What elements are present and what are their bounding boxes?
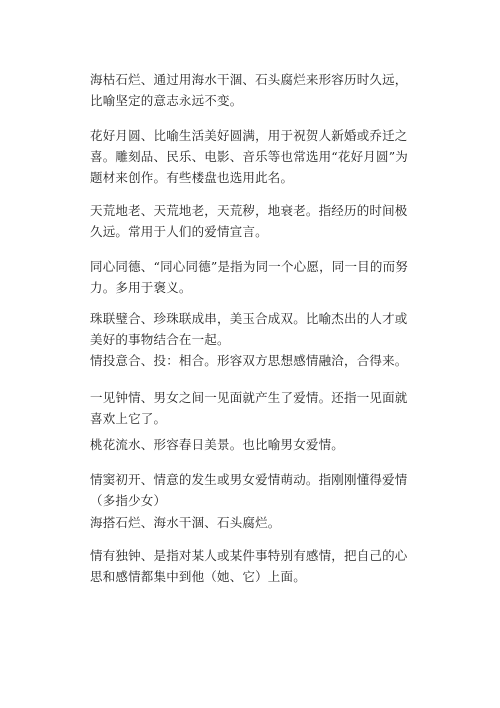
paragraph-haidashilan: 海搭石烂、海水干涸、石头腐烂。 bbox=[90, 515, 281, 530]
paragraph-taohualiushui: 桃花流水、形容春日美景。也比喻男女爱情。 bbox=[90, 437, 345, 452]
paragraph-tongxintongde: 同心同德、“同心同德”是指为同一个心愿，同一目的而努力。多用于褒义。 bbox=[90, 259, 408, 295]
paragraph-zhulianbihe: 珠联璧合、珍珠联成串，美玉合成双。比喻杰出的人才或美好的事物结合在一起。 bbox=[90, 311, 408, 347]
paragraph-yijianzhongqing: 一见钟情、男女之间一见面就产生了爱情。还指一见面就喜欢上它了。 bbox=[90, 390, 408, 426]
paragraph-qingyoudu zhong: 情有独钟、是指对某人或某件事特别有感情，把自己的心思和感情都集中到他（她、它）上面。 bbox=[90, 548, 408, 584]
paragraph-huahaoyueyuan: 花好月圆、比喻生活美好圆满，用于祝贺人新婚或乔迁之喜。雕刻品、民乐、电影、音乐等也常选用“花好月圆”为题材来创作。有些楼盘也选用此名。 bbox=[90, 128, 408, 185]
paragraph-haikushilan: 海枯石烂、通过用海水干涸、石头腐烂来形容历时久远，比喻坚定的意志永远不变。 bbox=[90, 72, 408, 108]
paragraph-tianhuangdilao: 天荒地老、天荒地老，天荒秽，地衰老。指经历的时间极久远。常用于人们的爱情宣言。 bbox=[90, 203, 408, 239]
paragraph-qingdouchukai: 情窦初开、情意的发生或男女爱情萌动。指刚刚懂得爱情（多指少女） bbox=[90, 472, 408, 508]
paragraph-qingtouyihe: 情投意合、投：相合。形容双方思想感情融洽，合得来。 bbox=[90, 353, 408, 368]
